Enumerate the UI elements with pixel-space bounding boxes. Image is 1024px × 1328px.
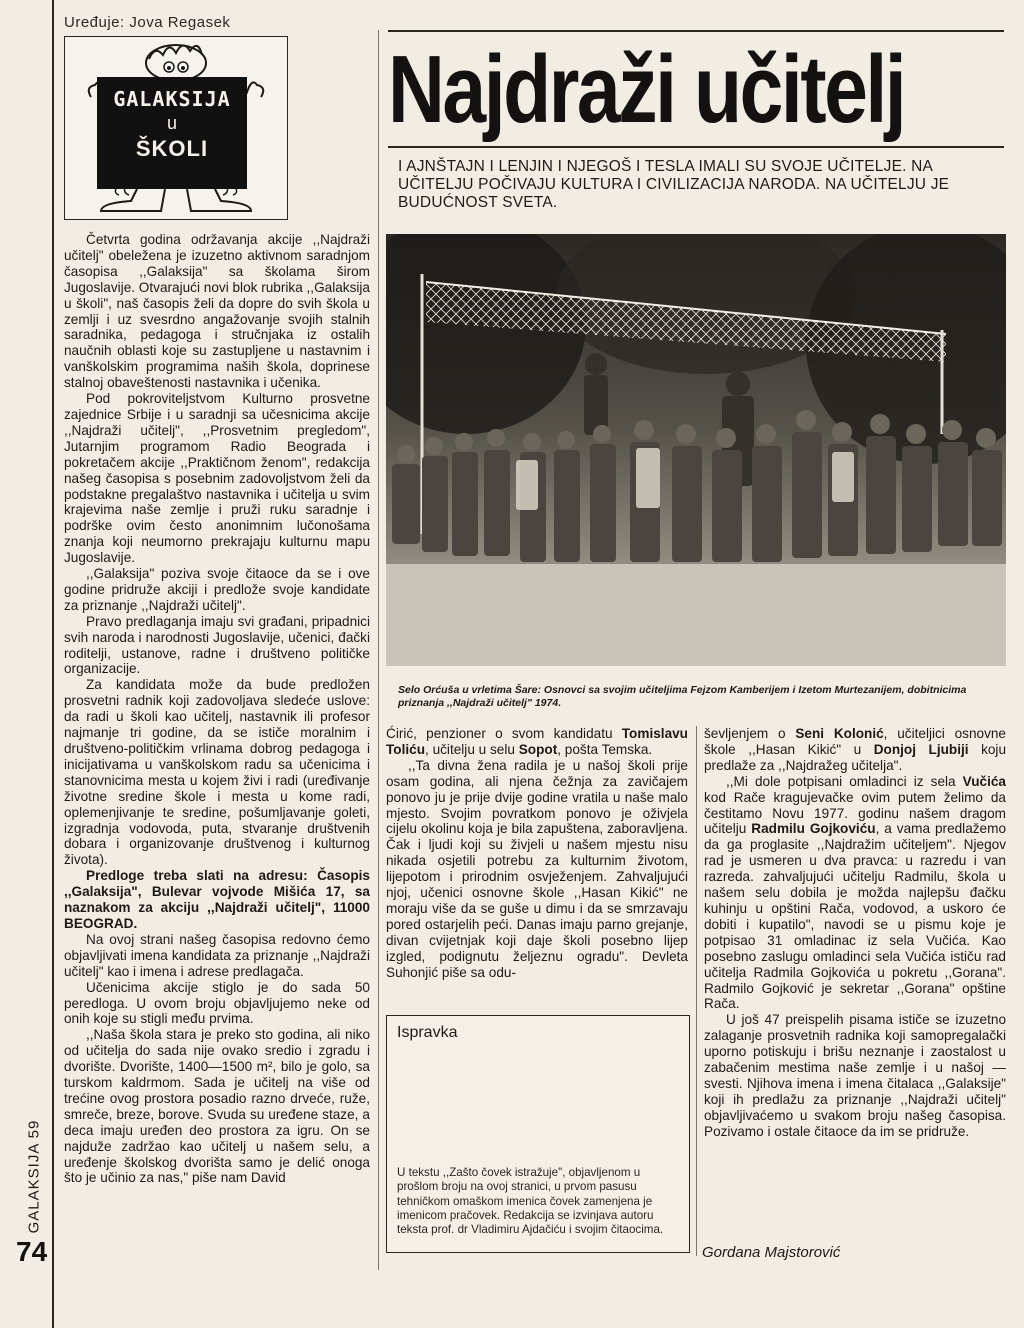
name-highlight: Radmilu Gojkoviću — [751, 821, 876, 837]
text-run: , pošta Temska. — [557, 741, 653, 757]
paragraph: Za kandidata može da bude predložen prosvetni radnik koji zadovoljava sledeće uslove: da radi u školi kao učitelj, nastavnik ili profesor najmanje tri godine, da se ističe moralnim i društveno-političkim vrlinama dobrog pedagoga i inicijativama u vanškolskom radu sa učenicima i stanovnicima mesta u kojem živi i radi (uređivanje životne sredine škole i mesta u kome radi, oplemenjivanje te sredine, pošumljavanje goleti, izgradnja vodovoda, puta, stvaranje društvenih dobara i organizovanje društvenog i kulturnog života). — [64, 677, 370, 868]
place-highlight: Vučića — [962, 773, 1006, 789]
paragraph: Pod pokroviteljstvom Kulturno prosvetne zajednice Srbije i u saradnji sa učesnicima akcije ,,Najdraži učitelj", ,,Prosvetnim pregledom", Jutarnjim programom Radio Beograda i pokretačem akcije ,,Praktičnom ženom", redakcija našeg časopisa s posebnim zadovoljstvom želi da podstakne pregalaštvo nastavnika i učitelja u svim krajevima naše zemlje i pruži ruku saradnje i podrške ovim često anonimnim lučonošama znanja koji neumorno prekrajaju kulturnu mapu Jugoslavije. — [64, 391, 370, 566]
name-highlight: Tomislavu Toliću — [386, 726, 688, 757]
paragraph: ,,Galaksija" poziva svoje čitaoce da se i ove godine pridruže akciji i predlože svoje kandidate za priznanje ,,Najdraži učitelj". — [64, 566, 370, 613]
logo-connector: u — [166, 113, 177, 133]
logo-title: GALAKSIJA — [113, 87, 231, 111]
text-run: , učitelju u selu — [425, 741, 519, 757]
text-run: , učiteljici osnovne škole ,,Hasan Kikić" u — [704, 726, 1006, 757]
article-deck: I AJNŠTAJN I LENJIN I NJEGOŠ I TESLA IMALI SU SVOJE UČITELJE. NA UČITELJU POČIVAJU KULTURA I CIVILIZACIJA NARODA. NA UČITELJU JE BUDUĆNOST SVETA. — [398, 158, 950, 211]
quote-paragraph — [704, 774, 1006, 1013]
photo-caption: Selo Orćuša u vrletima Šare: Osnovci sa svojim učiteljima Fejzom Kamberijem i Izetom Murtezanijem, dobitnicima priznanja ,,Najdraži učitelj" 1974. — [398, 684, 967, 709]
text-run: Ćirić, penzioner o svom kandidatu — [386, 726, 622, 741]
name-highlight: Seni Kolonić — [795, 726, 884, 741]
headline-bottom-rule — [388, 146, 1004, 148]
galaksija-u-skoli-logo — [64, 36, 288, 220]
paragraph: Četvrta godina održavanja akcije ,,Najdraži učitelj" obeležena je izuzetno aktivnom saradnjom časopisa ,,Galaksija" sa školama širom Jugoslavije. Otvarajući novi blok rubrika ,,Galaksija u školi", naš časopis želi da dopre do svih škola u zemlji i uz svesrdno angažovanje svojih stalnih saradnika, pedagoga i stručnjaka iz ostalih naučnih oblasti koje su zastupljene u nastavnim i vanškolskim programima naših škola, doprinese stalnoj obaveštenosti nastavnika i učenika. — [64, 232, 370, 391]
column-rule-2 — [696, 726, 697, 1256]
article-column-2 — [386, 726, 688, 981]
article-column-1 — [64, 232, 370, 1186]
column-rule-1 — [378, 30, 379, 1270]
logo-subtitle: ŠKOLI — [135, 136, 209, 161]
text-run: koju predlaže za ,,Najdražeg učitelja". — [704, 741, 1007, 773]
correction-title: Ispravka — [397, 1024, 458, 1041]
text-run: ševljenjem o — [704, 726, 796, 741]
address-paragraph: Predloge treba slati na adresu: Časopis ,,Galaksija", Bulevar vojvode Mišića 17, sa naznakom za akciju ,,Najdraži učitelj", 11000 BEOGRAD. — [64, 868, 370, 931]
logo-sign — [97, 77, 247, 189]
left-margin-rule — [52, 0, 54, 1328]
editor-credit: Uređuje: Jova Regasek — [64, 14, 231, 31]
paragraph: Učenicima akcije stiglo je do sada 50 peredloga. U ovom broju objavljujemo neke od onih koje su stigli među prvima. — [64, 979, 370, 1027]
quote-paragraph: ,,Ta divna žena radila je u našoj školi prije osam godina, ali njena čežnja za zavičajem ponovo ju je prije dvije godine vratila u naše malo mjesto. Svojim povratkom ponovo je oživjela cijelu okolinu koja je bila zapuštena, zaboravljena. Čak i ljudi koji su živjeli u našem mjestu nisu nikada osjetili potrebu za kulturnim životom, lijepotom i prirodnim osvježenjem. Zahvaljujući njoj, učenici osnovne škole ,,Hasan Kikić" ne moraju više da se guše u dimu i da se smrzavaju pored ostarjelih peći. Danas imaju parno grejanje, divan cvijetnjak koji daje školi posebno lijep izgled, podignutu željeznu ogradu". Devleta Suhonjić piše sa odu- — [386, 757, 688, 980]
text-run: , a vama predlažemo da ga proglasite ,,Najdražim učiteljem". Njegov rad je usmeren u dva pravca: u razredu i van razreda. zahvaljujući učitelju Radmilu, škola u našem selu dobila je možda najlepšu đačku kuhinju u opštini Rača, vodovod, a uskoro će dobiti i kupatilo", navodi se u pismu koje je potpisao 31 omladinac iz sela Vučića. Kao posebno zaslugu omladinci sela Vučića ističu rad učitelja Radmila Gojkovića u pokretu ,,Gorana". Radmilo Gojković je sekretar ,,Gorana" opštine Rača. — [704, 821, 1007, 1012]
place-highlight: Donjoj Ljubiji — [873, 741, 969, 757]
author-signature: Gordana Majstorović — [702, 1244, 841, 1261]
paragraph — [386, 726, 688, 758]
class-photo — [386, 234, 1006, 666]
quote-paragraph: ,,Naša škola stara je preko sto godina, ali niko od učitelja do sada nije ovako sredio i zgradu i dvorište. Dvorište, 1400—1500 m², bilo je golo, sa turskom kaldrmom. Sada je učitelj na više od trećine ovog prostora posadio razno drveće, ruže, smreče, breze, borove. Svuda su uređene staze, a deca imaju uređen deo prostora za igru. On se najduže zadržao kao učitelj u našem selu, a uređenje školskog dvorišta samo je delić onoga što je učinio za nas," piše nam David — [64, 1027, 370, 1186]
correction-text: U tekstu ,,Zašto čovek istražuje", objavljenom u prošlom broju na ovoj stranici, u prvom pasusu tehničkom omaškom imenica čovek zamenjena je imenicom pračovek. Redakcija se izvinjava autoru teksta prof. dr Vladimiru Ajdačiću i svojim čitaocima. — [397, 1166, 664, 1237]
article-column-3 — [704, 726, 1006, 1140]
paragraph: U još 47 preispelih pisama ističe se izuzetno zalaganje prosvetnih radnika koji samopregalački uporno potiskuju i brišu neznanje i zaostalost u zabačenim mestima naše zemlje i u našoj — svesti. Njihova imena i imena čitalaca ,,Galaksije" koji ih predlažu za priznanje ,,Najdraži učitelj" objavljivaćemo u svakom broju našeg časopisa. Pozivamo i ostale čitaoce da im se pridruže. — [704, 1012, 1006, 1139]
paragraph: Na ovoj strani našeg časopisa redovno ćemo objavljivati imena kandidata za priznanje ,,Najdraži učitelj" kao i imena i adrese predlagača. — [64, 931, 370, 979]
paragraph: Pravo predlaganja imaju svi građani, pripadnici svih naroda i narodnosti Jugoslavije, učenici, đački roditelji, ustanove, radne i društveno političke organizacije. — [64, 613, 370, 677]
place-highlight: Sopot — [518, 741, 558, 757]
paragraph — [704, 726, 1006, 774]
magazine-issue: GALAKSIJA 59 — [25, 1119, 43, 1234]
photo-image — [386, 234, 1006, 666]
text-run: ,,Mi dole potpisani omladinci iz sela — [726, 773, 963, 789]
correction-box — [386, 1015, 690, 1253]
text-run: kod Rače kragujevačke ovim putem želimo da čestitamo Novu 1977. godinu našem dragom učitelju — [704, 789, 1006, 837]
page-title: Najdraži učitelj — [388, 36, 905, 143]
page-number: 74 — [16, 1236, 48, 1267]
